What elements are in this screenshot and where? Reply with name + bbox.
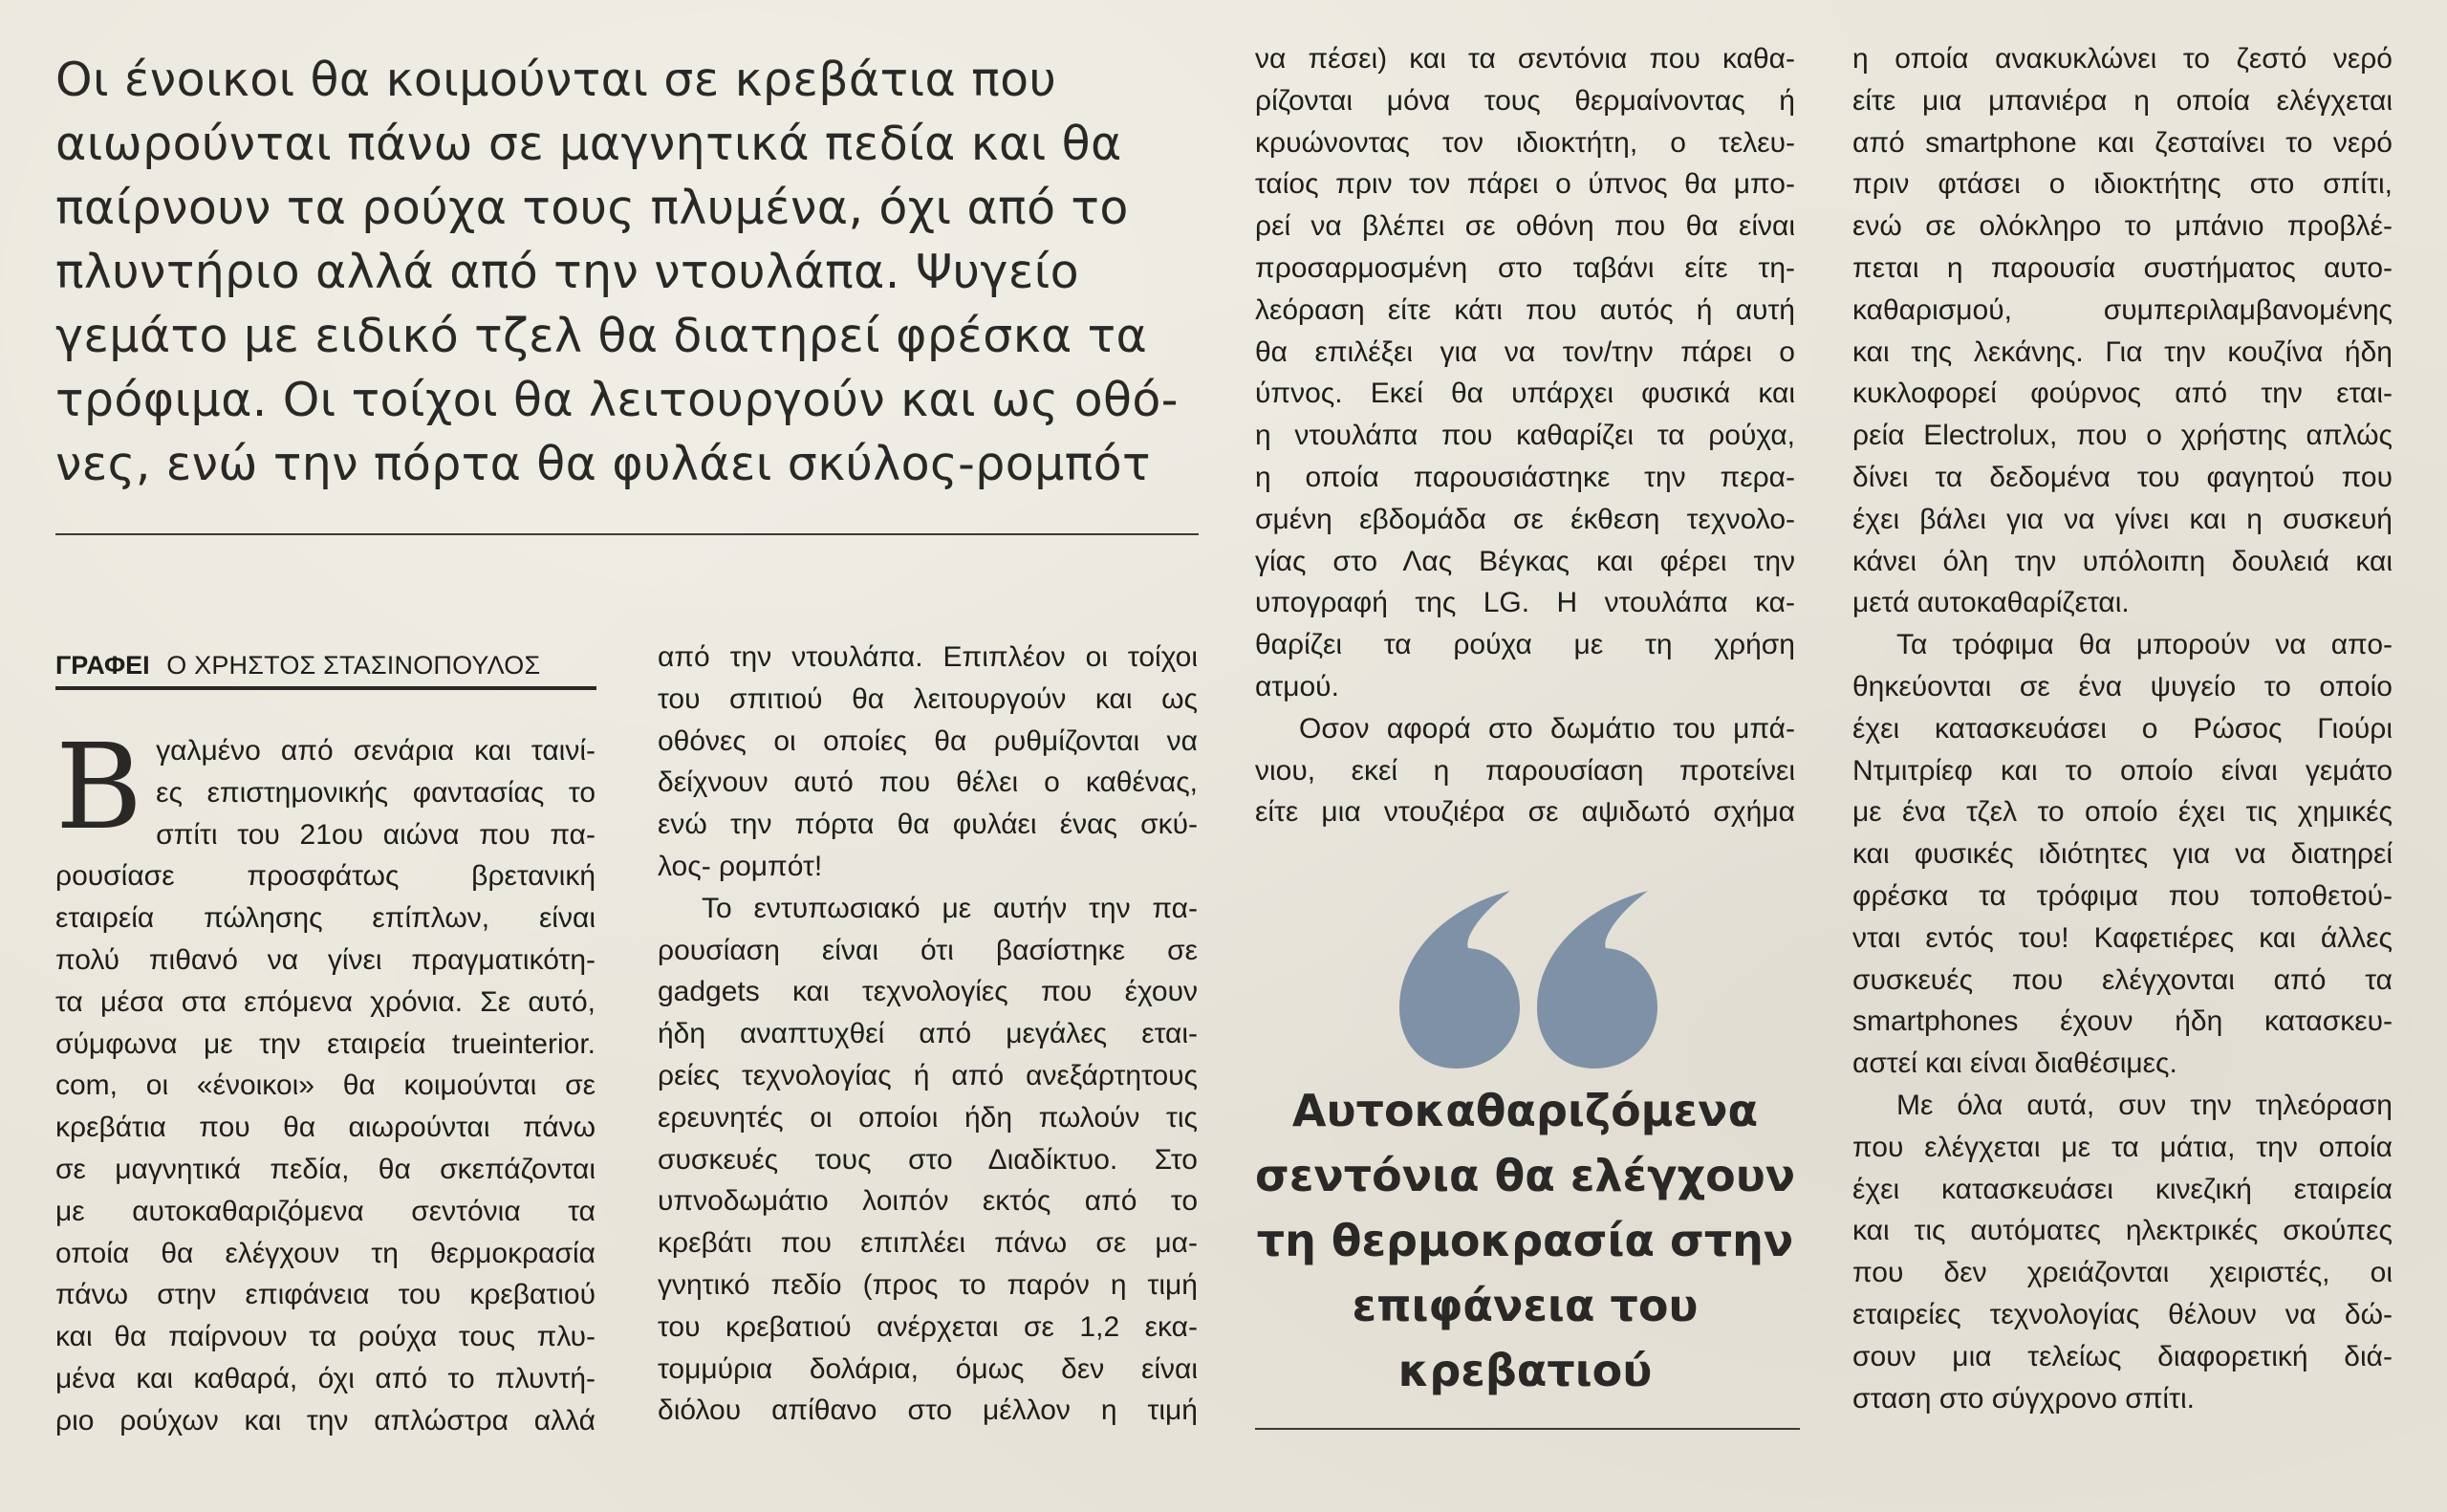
body-line: του σπιτιού θα λειτουργούν και ως <box>658 682 1198 715</box>
pull-quote-line: κρεβατιού <box>1397 1345 1653 1396</box>
body-line: Οσον αφορά στο δωμάτιο του μπά- <box>1299 712 1795 745</box>
body-line: νιου, εκεί η παρουσίαση προτείνει <box>1255 754 1795 787</box>
body-line: σπίτι του 21ου αιώνα που πα- <box>156 818 596 851</box>
body-line: από την ντουλάπα. Επιπλέον οι τοίχοι <box>658 641 1198 673</box>
lead-line: παίρνουν τα ρούχα τους πλυμένα, όχι από το <box>55 181 1129 235</box>
body-line: Ντμιτρίεφ και το οποίο είναι γεμάτο <box>1852 754 2393 787</box>
article-lead <box>55 48 1202 496</box>
body-line: smartphones έχουν ήδη κατασκευ- <box>1852 1005 2393 1038</box>
body-line: σύμφωνα με την εταιρεία trueinterior. <box>55 1027 596 1060</box>
body-line: Το εντυπωσιακό με αυτήν την πα- <box>702 892 1198 924</box>
body-line: και της λεκάνης. Για την κουζίνα ήδη <box>1852 335 2393 368</box>
body-line: έχει βάλει για να γίνει και η συσκευή <box>1852 503 2393 535</box>
body-line: κάνει όλη την υπόλοιπη δουλειά και <box>1852 545 2393 577</box>
body-line: ρείες τεχνολογίας ή από ανεξάρτητους <box>658 1059 1198 1091</box>
pull-quote-line: τη θερμοκρασία στην <box>1256 1215 1794 1266</box>
body-line: ενώ σε ολόκληρο το μπάνιο προβλέ- <box>1852 210 2393 243</box>
body-line: διόλου απίθανο στο μέλλον η τιμή <box>658 1394 1198 1427</box>
body-line: θα επιλέξει για να τον/την πάρει ο <box>1255 335 1795 368</box>
body-line: ρεί να βλέπει σε οθόνη που θα είναι <box>1255 210 1795 243</box>
body-line: ερευνητές οι οποίοι ήδη πωλούν τις <box>658 1101 1198 1134</box>
body-line: γνητικό πεδίο (προς το παρόν η τιμή <box>658 1268 1198 1301</box>
body-line: ενώ την πόρτα θα φυλάει ένας σκύ- <box>658 809 1198 841</box>
body-line: com, οι «ένοικοι» θα κοιμούνται σε <box>55 1069 596 1102</box>
body-line: Με όλα αυτά, συν την τηλεόραση <box>1896 1089 2393 1121</box>
body-line: είτε μια ντουζιέρα σε αψιδωτό σχήμα <box>1255 796 1795 829</box>
body-line: προσαρμοσμένη στο ταβάνι είτε τη- <box>1255 251 1795 284</box>
body-line: καθαρισμού, συμπεριλαμβανομένης <box>1852 293 2393 326</box>
pull-quote-line: σεντόνια θα ελέγχουν <box>1255 1150 1796 1201</box>
body-line: ρίζονται μόνα τους θερμαίνοντας ή <box>1255 84 1795 117</box>
lead-line: γεμάτο με ειδικό τζελ θα διατηρεί φρέσκα τα <box>55 309 1148 363</box>
lead-line: νες, ενώ την πόρτα θα φυλάει σκύλος-ρομπότ <box>55 437 1151 491</box>
body-line: λος- ρομπότ! <box>658 850 823 882</box>
body-line: κυκλοφορεί φούρνος από την εται- <box>1852 378 2393 410</box>
body-line: η οποία παρουσιάστηκε την περα- <box>1255 461 1795 493</box>
body-line: σε μαγνητικά πεδία, θα σκεπάζονται <box>55 1153 596 1185</box>
pull-quote-line: επιφάνεια του <box>1352 1280 1699 1331</box>
body-line: πολύ πιθανό να γίνει πραγματικότη- <box>55 943 596 976</box>
lead-line: τρόφιμα. Οι τοίχοι θα λειτουργούν και ως οθό- <box>55 373 1179 427</box>
body-line: που ελέγχεται με τα μάτια, την οποία <box>1852 1131 2393 1163</box>
body-line: να πέσει) και τα σεντόνια που καθα- <box>1255 43 1795 75</box>
body-line: Τα τρόφιμα θα μπορούν να απο- <box>1896 629 2393 661</box>
body-line: ύπνος. Εκεί θα υπάρχει φυσικά και <box>1255 378 1795 410</box>
body-line: που δεν χρειάζονται χειριστές, οι <box>1852 1257 2393 1289</box>
body-line: και θα παίρνουν τα ρούχα τους πλυ- <box>55 1321 596 1353</box>
body-line: σουν μια τελείως διαφορετική διά- <box>1852 1340 2393 1372</box>
body-line: ρεία Electrolux, που ο χρήστης απλώς <box>1852 420 2393 452</box>
byline <box>55 648 596 690</box>
byline-label: ΓΡΑΦΕΙ <box>55 651 150 680</box>
pull-quote <box>1255 1078 1795 1403</box>
body-line: οποία θα ελέγχουν τη θερμοκρασία <box>55 1237 596 1269</box>
body-line: υπογραφή της LG. Η ντουλάπα κα- <box>1255 587 1795 619</box>
byline-author: Ο ΧΡΗΣΤΟΣ ΣΤΑΣΙΝΟΠΟΥΛΟΣ <box>166 651 541 680</box>
body-line: γίας στο Λας Βέγκας και φέρει την <box>1255 545 1795 577</box>
body-line: η οποία ανακυκλώνει το ζεστό νερό <box>1852 43 2393 75</box>
drop-cap: Β <box>55 719 143 856</box>
body-line: συσκευές που ελέγχονται από τα <box>1852 963 2393 996</box>
body-line: τα μέσα στα επόμενα χρόνια. Σε αυτό, <box>55 985 596 1018</box>
body-line: σμένη εβδομάδα σε έκθεση τεχνολο- <box>1255 503 1795 535</box>
lead-line: αιωρούνται πάνω σε μαγνητικά πεδία και θα <box>55 117 1122 171</box>
body-line: αστεί και είναι διαθέσιμες. <box>1852 1048 2177 1080</box>
body-line: νται εντός του! Καφετιέρες και άλλες <box>1852 921 2393 954</box>
body-line: συσκευές τους στο Διαδίκτυο. Στο <box>658 1143 1198 1176</box>
body-line: με ένα τζελ το οποίο έχει τις χημικές <box>1852 796 2393 829</box>
body-line: ήδη αναπτυχθεί από μεγάλες εται- <box>658 1018 1198 1050</box>
pull-quote-divider <box>1255 1428 1800 1430</box>
body-line: υπνοδωμάτιο λοιπόν εκτός από το <box>658 1185 1198 1218</box>
body-line: η ντουλάπα που καθαρίζει τα ρούχα, <box>1255 420 1795 452</box>
body-line: εταιρείες τεχνολογίας θέλουν να δώ- <box>1852 1298 2393 1330</box>
body-line: με αυτοκαθαριζόμενα σεντόνια τα <box>55 1195 596 1227</box>
body-line: έχει κατασκευάσει ο Ρώσος Γιούρι <box>1852 712 2393 745</box>
body-line: θαρίζει τα ρούχα με τη χρήση <box>1255 629 1795 661</box>
body-line: κρεβάτι που επιπλέει πάνω σε μα- <box>658 1227 1198 1260</box>
body-line: κρεβάτια που θα αιωρούνται πάνω <box>55 1112 596 1144</box>
body-line: δείχνουν αυτό που θέλει ο καθένας, <box>658 767 1198 799</box>
body-line: και φυσικές ιδιότητες για να διατηρεί <box>1852 838 2393 871</box>
body-line: εταιρεία πώλησης επίπλων, είναι <box>55 902 596 935</box>
body-line: μένα και καθαρά, όχι από το πλυντή- <box>55 1362 596 1394</box>
article-column-4 <box>1852 38 2393 1419</box>
quotation-mark-icon <box>1394 889 1661 1070</box>
article-column-1 <box>55 719 596 1442</box>
lead-line: Οι ένοικοι θα κοιμούνται σε κρεβάτια που <box>55 53 1057 107</box>
body-line: και τις αυτόματες ηλεκτρικές σκούπες <box>1852 1215 2393 1247</box>
body-line: έχει κατασκευάσει κινεζική εταιρεία <box>1852 1173 2393 1205</box>
body-line: ρουσίαση είναι ότι βασίστηκε σε <box>658 934 1198 966</box>
body-line: πεται η παρουσία συστήματος αυτο- <box>1852 251 2393 284</box>
body-line: πάνω στην επιφάνεια του κρεβατιού <box>55 1279 596 1311</box>
body-line: δίνει τα δεδομένα του φαγητού που <box>1852 461 2393 493</box>
article-column-3 <box>1255 38 1795 833</box>
body-line: μετά αυτοκαθαρίζεται. <box>1852 587 2130 619</box>
body-line: του κρεβατιού ανέρχεται σε 1,2 εκα- <box>658 1310 1198 1343</box>
body-line: γαλμένο από σενάρια και ταινί- <box>156 735 596 767</box>
body-line: πριν φτάσει ο ιδιοκτήτης στο σπίτι, <box>1852 168 2393 201</box>
lead-divider <box>55 533 1199 535</box>
body-line: είτε μια μπανιέρα η οποία ελέγχεται <box>1852 84 2393 117</box>
body-line: από smartphone και ζεσταίνει το νερό <box>1852 126 2393 159</box>
body-line: ρουσίασε προσφάτως βρετανική <box>55 860 596 893</box>
body-line: φρέσκα τα τρόφιμα που τοποθετού- <box>1852 879 2393 912</box>
body-line: ες επιστημονικής φαντασίας το <box>156 776 596 809</box>
body-line: λεόραση είτε κάτι που αυτός ή αυτή <box>1255 293 1795 326</box>
body-line: gadgets και τεχνολογίες που έχουν <box>658 976 1198 1008</box>
body-line: ατμού. <box>1255 670 1339 702</box>
article-column-2 <box>658 637 1198 1432</box>
body-line: ριο ρούχων και την απλώστρα αλλά <box>55 1404 596 1436</box>
lead-line: πλυντήριο αλλά από την ντουλάπα. Ψυγείο <box>55 245 1080 299</box>
body-line: θηκεύονται σε ένα ψυγείο το οποίο <box>1852 670 2393 702</box>
body-line: οθόνες οι οποίες θα ρυθμίζονται να <box>658 724 1198 757</box>
pull-quote-line: Αυτοκαθαριζόμενα <box>1291 1085 1759 1136</box>
body-line: ταίος πριν τον πάρει ο ύπνος θα μπο- <box>1255 168 1795 201</box>
body-line: σταση στο σύγχρονο σπίτι. <box>1852 1382 2195 1415</box>
body-line: τομμύρια δολάρια, όμως δεν είναι <box>658 1352 1198 1385</box>
body-line: κρυώνοντας τον ιδιοκτήτη, ο τελευ- <box>1255 126 1795 159</box>
